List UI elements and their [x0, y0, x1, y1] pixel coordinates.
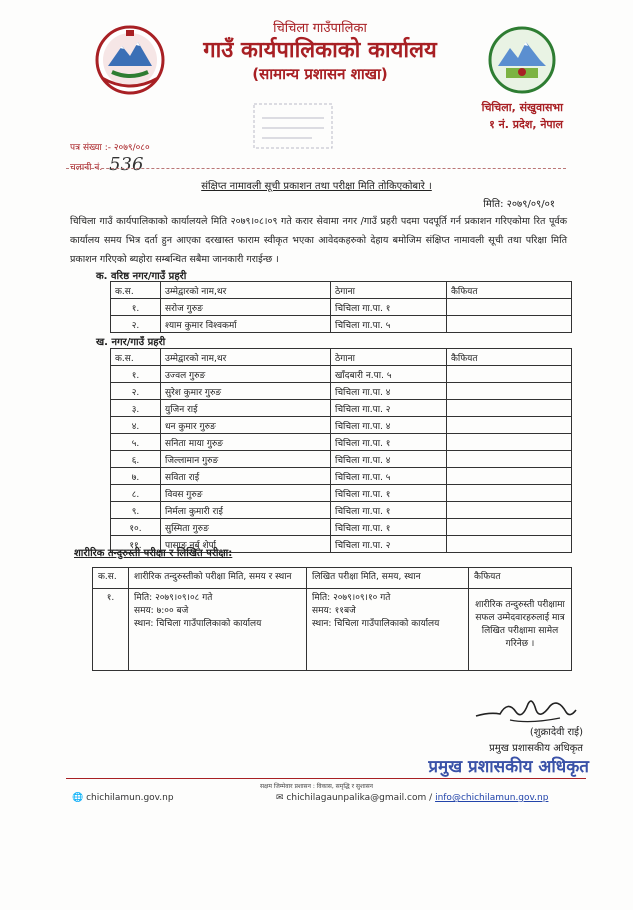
received-stamp	[252, 102, 334, 150]
cell-remarks	[447, 468, 572, 485]
physical-venue: स्थान: चिचिला गाउँपालिकाको कार्यालय	[134, 619, 262, 629]
notice-subject: संक्षिप्त नामावली सूची प्रकाशन तथा परीक्षा मिति तोकिएकोबारे ।	[201, 181, 432, 192]
cell-sn: ६.	[111, 451, 161, 468]
cell-address: चिचिला गा.पा. १	[331, 434, 447, 451]
cell-remarks	[447, 502, 572, 519]
table-row	[111, 434, 572, 451]
cell-sn: १.	[93, 589, 129, 671]
cell-address: चिचिला गा.पा. २	[331, 536, 447, 553]
written-date: मिति: २०७९।०९।१० गते	[312, 593, 391, 603]
cell-sn: २.	[111, 316, 161, 333]
header-sn: क.स.	[93, 568, 129, 589]
table-row	[111, 299, 572, 316]
notice-body: चिचिला गाउँ कार्यपालिकाको कार्यालयले मिति २०७९।०८।०९ गते करार सेवामा नगर /गाउँ प्रहरी पदमा पदपूर्ति गर्न प्रकाशन गरिएकोमा रित पूर्वक कार्यालय समय भित्र दर्ता हुन आएका दरखास्त फाराम स्वीकृत भएका आवेदकहरुको देहाय बमोजिम संक्षिप्त नामावली सूची तथा परिक्षा मिति प्रकाशन गरिएको ब्यहोरा सम्बन्धित सबैमा जानकारी गराईन्छ ।	[70, 216, 567, 265]
branch-name: (सामान्य प्रशासन शाखा)	[252, 65, 388, 83]
cell-address: चिचिला गा.पा. १	[331, 519, 447, 536]
table-header-row	[111, 282, 572, 299]
table-header-row	[111, 349, 572, 366]
cell-sn: ८.	[111, 485, 161, 502]
section-b-title: ख. नगर/गाउँ प्रहरी	[96, 337, 166, 348]
cell-remarks	[447, 519, 572, 536]
reference-number: पत्र संख्या :- २०७९/०८०	[70, 143, 150, 153]
cell-name: सनिता माया गुरुङ	[161, 434, 331, 451]
table-row	[111, 366, 572, 383]
written-time: समय: ११बजे	[312, 606, 356, 616]
cell-address: चिचिला गा.पा. ४	[331, 383, 447, 400]
table-row	[111, 417, 572, 434]
email-link[interactable]: chichilagaunpalika@gmail.com	[286, 793, 427, 803]
cell-remarks	[447, 536, 572, 553]
header-divider	[66, 168, 566, 169]
header-name: उम्मेद्वारको नाम,थर	[161, 349, 331, 366]
website-link[interactable]: chichilamun.gov.np	[86, 793, 174, 803]
table-row	[111, 485, 572, 502]
header-written-test: लिखित परीक्षा मिति, समय, स्थान	[307, 568, 469, 589]
municipality-logo	[488, 26, 556, 94]
signatory-name: (शुक्रादेवी राई)	[529, 727, 583, 738]
cell-address: चिचिला गा.पा. ४	[331, 417, 447, 434]
cell-remarks	[447, 366, 572, 383]
dispatch-number: 536	[109, 154, 144, 175]
address-line-1: चिचिला, संखुवासभा	[481, 101, 563, 114]
exam-section-title: शारीरिक तन्दुरुस्ती परीक्षा र लिखित परीक्षा:	[74, 548, 233, 559]
cell-name: धन कुमार गुरुङ	[161, 417, 331, 434]
header-name: उम्मेद्वारको नाम,थर	[161, 282, 331, 299]
cell-remarks	[447, 383, 572, 400]
physical-time: समय: ७:०० बजे	[134, 606, 189, 616]
cell-address: चिचिला गा.पा. १	[331, 299, 447, 316]
email-separator: /	[429, 793, 433, 803]
cell-name: श्याम कुमार विश्वकर्मा	[161, 316, 331, 333]
footer-divider	[66, 778, 586, 779]
table-header-row	[93, 568, 572, 589]
written-venue: स्थान: चिचिला गाउँपालिकाको कार्यालय	[312, 619, 440, 629]
mail-icon: ✉	[276, 793, 284, 803]
cell-remarks	[447, 451, 572, 468]
table-row	[111, 468, 572, 485]
header-remarks: कैफियत	[447, 282, 572, 299]
footer-motto: सक्षम जिम्मेवार प्रशासन : विकास, समृद्धि र सुशासन	[259, 783, 374, 790]
header-remarks: कैफियत	[469, 568, 572, 589]
table-row	[111, 451, 572, 468]
cell-name: युजिन राई	[161, 400, 331, 417]
senior-police-table	[110, 281, 572, 333]
cell-name: सविता राई	[161, 468, 331, 485]
table-row	[93, 589, 572, 671]
municipality-name: चिचिला गाउँपालिका	[273, 21, 367, 36]
cell-sn: ३.	[111, 400, 161, 417]
exam-schedule-table	[92, 567, 572, 671]
cell-remarks	[447, 434, 572, 451]
cell-name: विवस गुरुङ	[161, 485, 331, 502]
cell-remarks	[447, 485, 572, 502]
cell-remarks: शारीरिक तन्दुरुस्ती परीक्षामा सफल उम्मेदवारहरुलाई मात्र लिखित परीक्षामा सामेल गरिनेछ ।	[469, 589, 572, 671]
header-sn: क.स.	[111, 282, 161, 299]
cell-name: सुस्मिता गुरुङ	[161, 519, 331, 536]
cell-sn: ७.	[111, 468, 161, 485]
table-row	[111, 400, 572, 417]
cell-name: उज्वल गुरुङ	[161, 366, 331, 383]
header-remarks: कैफियत	[447, 349, 572, 366]
footer-email	[276, 793, 548, 803]
dispatch-label: चलानी नं.	[70, 163, 103, 173]
cell-address: चिचिला गा.पा. ४	[331, 451, 447, 468]
header-physical-test: शारीरिक तन्दुरुस्तीको परीक्षा मिति, समय र स्थान	[129, 568, 307, 589]
cell-name: सरोज गुरुङ	[161, 299, 331, 316]
cell-address: चिचिला गा.पा. १	[331, 485, 447, 502]
notice-date: मिति: २०७९/०९/०१	[483, 199, 555, 210]
cell-address: खाँदबारी न.पा. ५	[331, 366, 447, 383]
section-a-title: क. वरिष्ठ नगर/गाउँ प्रहरी	[96, 271, 187, 282]
table-row	[111, 316, 572, 333]
cell-address: चिचिला गा.पा. ५	[331, 468, 447, 485]
header-address: ठेगाना	[331, 349, 447, 366]
table-row	[111, 502, 572, 519]
cell-sn: १.	[111, 299, 161, 316]
globe-icon: 🌐	[72, 793, 84, 803]
cell-remarks	[447, 417, 572, 434]
cell-name: जिल्लामान गुरुङ	[161, 451, 331, 468]
footer-website	[72, 793, 174, 803]
header-sn: क.स.	[111, 349, 161, 366]
cell-sn: १.	[111, 366, 161, 383]
cell-remarks	[447, 316, 572, 333]
cell-name: सुरेश कुमार गुरुङ	[161, 383, 331, 400]
cell-sn: ५.	[111, 434, 161, 451]
signatory-title: प्रमुख प्रशासकीय अधिकृत	[489, 743, 583, 754]
cell-address: चिचिला गा.पा. २	[331, 400, 447, 417]
table-row	[111, 519, 572, 536]
physical-date: मिति: २०७९।०९।०८ गते	[134, 593, 213, 603]
official-stamp: प्रमुख प्रशासकीय अधिकृत	[428, 757, 589, 777]
cell-address: चिचिला गा.पा. १	[331, 502, 447, 519]
village-police-table	[110, 348, 572, 553]
header-address: ठेगाना	[331, 282, 447, 299]
nepal-emblem-logo	[94, 24, 166, 96]
cell-sn: २.	[111, 383, 161, 400]
cell-name: निर्मला कुमारी राई	[161, 502, 331, 519]
cell-sn: ९.	[111, 502, 161, 519]
cell-physical-test	[129, 589, 307, 671]
dispatch-number-row	[70, 154, 143, 175]
table-row	[111, 383, 572, 400]
cell-written-test	[307, 589, 469, 671]
office-name: गाउँ कार्यपालिकाको कार्यालय	[203, 38, 437, 63]
address-line-2: १ नं. प्रदेश, नेपाल	[489, 118, 563, 131]
cell-remarks	[447, 299, 572, 316]
cell-sn: १०.	[111, 519, 161, 536]
cell-name: पासाङ नुर्बु शेर्पा	[161, 536, 331, 553]
info-email-link[interactable]: info@chichilamun.gov.np	[435, 793, 549, 803]
cell-address: चिचिला गा.पा. ५	[331, 316, 447, 333]
cell-remarks	[447, 400, 572, 417]
cell-sn: ११.	[111, 536, 161, 553]
cell-sn: ४.	[111, 417, 161, 434]
